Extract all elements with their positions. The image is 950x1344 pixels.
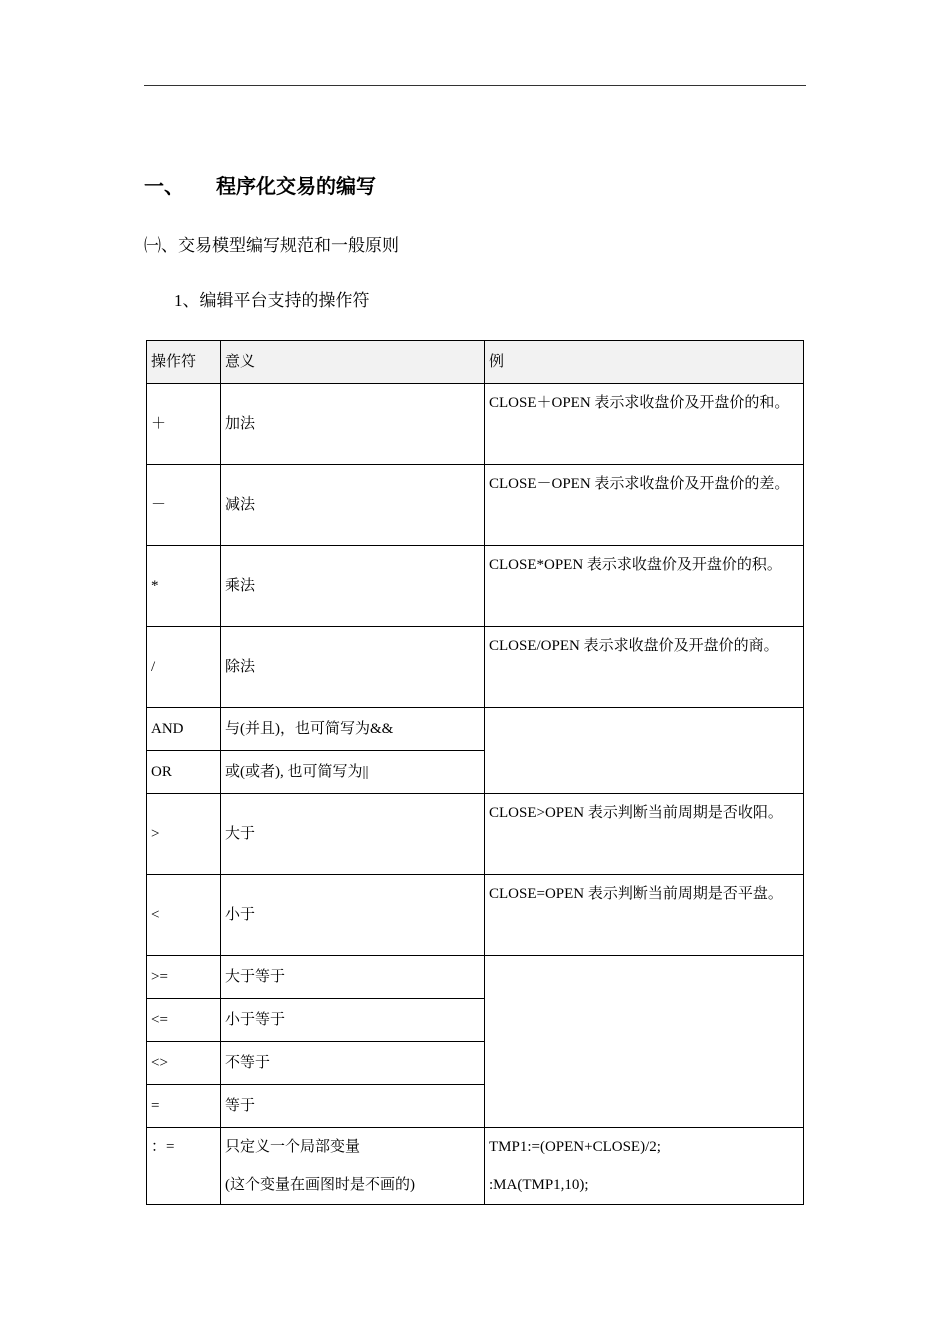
- operator-cell: <>: [147, 1042, 221, 1085]
- operator-cell: >=: [147, 956, 221, 999]
- example-cell: CLOSE＋OPEN 表示求收盘价及开盘价的和。: [485, 384, 804, 465]
- chapter-title: 程序化交易的编写: [216, 176, 376, 198]
- example-cell: CLOSE－OPEN 表示求收盘价及开盘价的差。: [485, 465, 804, 546]
- meaning-cell: 小于: [221, 875, 485, 956]
- operator-cell: /: [147, 627, 221, 708]
- table-row: [147, 1128, 804, 1205]
- meaning-cell: 或(或者), 也可简写为||: [221, 751, 485, 794]
- operator-cell: AND: [147, 708, 221, 751]
- meaning-cell: 加法: [221, 384, 485, 465]
- meaning-cell: 不等于: [221, 1042, 485, 1085]
- example-line: :MA(TMP1,10);: [489, 1177, 589, 1193]
- operator-cell: ：=: [147, 1128, 221, 1205]
- example-cell: CLOSE/OPEN 表示求收盘价及开盘价的商。: [485, 627, 804, 708]
- meaning-cell: 小于等于: [221, 999, 485, 1042]
- subsection-heading: 1、编辑平台支持的操作符: [174, 291, 370, 310]
- operator-cell: *: [147, 546, 221, 627]
- operator-cell: －: [147, 465, 221, 546]
- example-cell-empty: [485, 708, 804, 794]
- meaning-cell: 除法: [221, 627, 485, 708]
- example-cell: CLOSE=OPEN 表示判断当前周期是否平盘。: [485, 875, 804, 956]
- header-meaning: 意义: [221, 341, 485, 384]
- example-line: TMP1:=(OPEN+CLOSE)/2;: [489, 1139, 661, 1155]
- table-row: [147, 384, 804, 465]
- operator-cell: >: [147, 794, 221, 875]
- example-cell: [485, 1128, 804, 1205]
- chapter-heading: [144, 170, 376, 199]
- operator-cell: OR: [147, 751, 221, 794]
- operator-cell: <: [147, 875, 221, 956]
- example-cell: CLOSE*OPEN 表示求收盘价及开盘价的积。: [485, 546, 804, 627]
- table-row: [147, 794, 804, 875]
- meaning-line: (这个变量在画图时是不画的): [225, 1177, 415, 1193]
- section-heading: ㈠、交易模型编写规范和一般原则: [144, 236, 399, 255]
- header-example: 例: [485, 341, 804, 384]
- operator-cell: =: [147, 1085, 221, 1128]
- header-operator: 操作符: [147, 341, 221, 384]
- table-row: [147, 875, 804, 956]
- table-header-row: [147, 341, 804, 384]
- operator-cell: <=: [147, 999, 221, 1042]
- meaning-cell: [221, 1128, 485, 1205]
- table-row: [147, 627, 804, 708]
- meaning-cell: 与(并且)，也可简写为&&: [221, 708, 485, 751]
- meaning-cell: 减法: [221, 465, 485, 546]
- meaning-cell: 大于: [221, 794, 485, 875]
- chapter-number: 一、: [144, 176, 184, 198]
- table-row: [147, 465, 804, 546]
- table-row: [147, 546, 804, 627]
- meaning-line: 只定义一个局部变量: [225, 1139, 361, 1155]
- meaning-cell: 等于: [221, 1085, 485, 1128]
- example-cell: CLOSE>OPEN 表示判断当前周期是否收阳。: [485, 794, 804, 875]
- meaning-cell: 乘法: [221, 546, 485, 627]
- operator-cell: ＋: [147, 384, 221, 465]
- header-rule: [144, 85, 806, 86]
- operator-table: [146, 340, 804, 1205]
- table-row: [147, 956, 804, 999]
- meaning-cell: 大于等于: [221, 956, 485, 999]
- table-row: [147, 708, 804, 751]
- example-cell-empty: [485, 956, 804, 1128]
